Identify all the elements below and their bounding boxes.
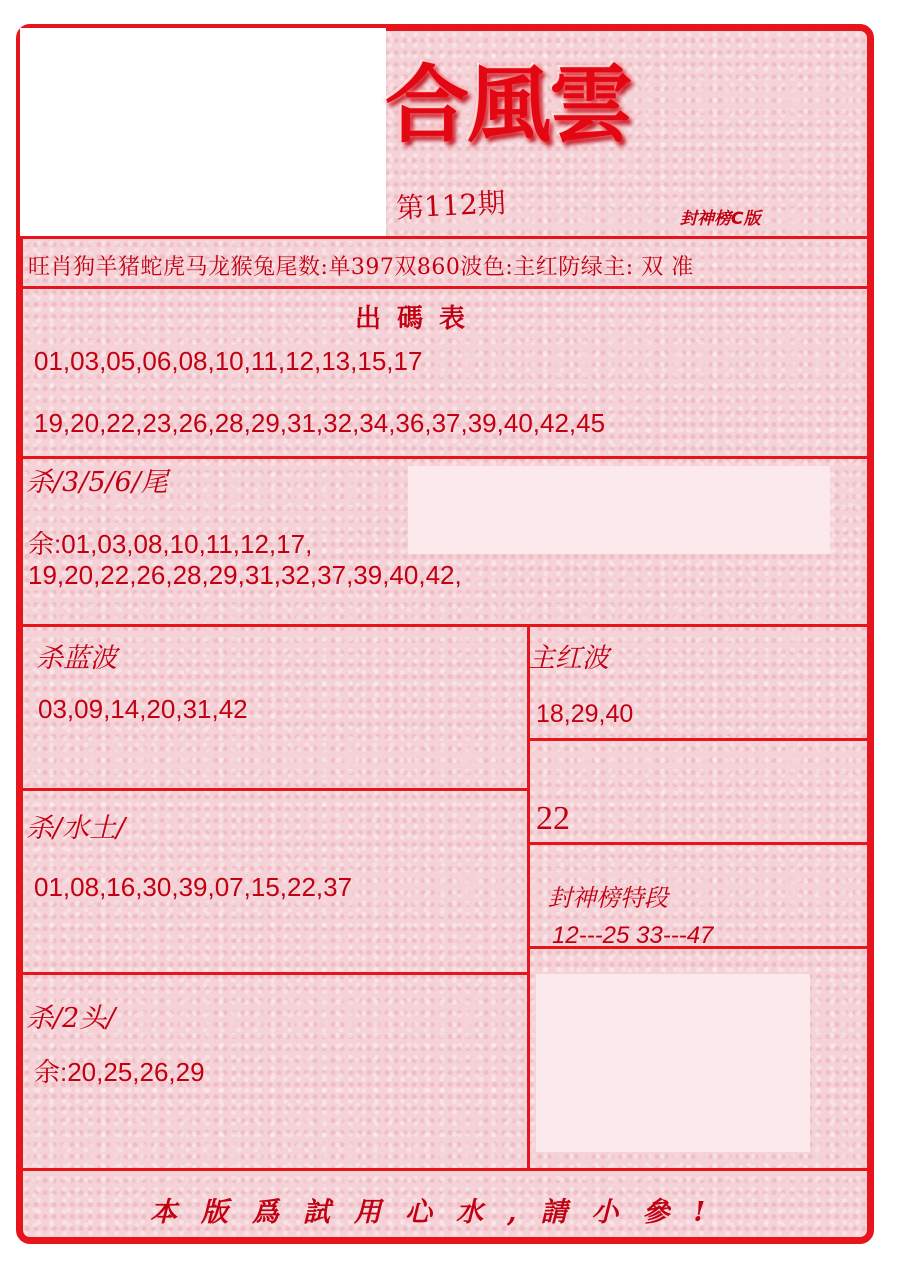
issue-number: 第112期 [395,186,507,225]
divider-table [20,456,868,459]
divider-right-2 [528,842,868,845]
divider-footer [20,1168,868,1171]
kill-blue-label: 杀蓝波 [36,643,117,674]
divider-left-1 [20,788,530,791]
number-table-row-1: 01,03,05,06,08,10,11,12,13,15,17 [34,346,423,376]
main-red-label: 主红波 [528,643,609,674]
kill-head-label: 杀/2头/ [26,1003,116,1034]
logo-title: 合風雲 [385,55,632,154]
kill-tail-row-2: 19,20,22,26,28,29,31,32,37,39,40,42, [28,560,462,590]
main-red-numbers: 18,29,40 [536,700,634,728]
kill-blue-numbers: 03,09,14,20,31,42 [38,694,248,724]
edition-label: 封神榜C版 [680,209,761,229]
divider-left-2 [20,972,530,975]
footer-note: 本版爲試用心水,請小參! [150,1197,730,1228]
kill-tail-blank-panel [408,466,830,554]
kill-head-numbers: 余:20,25,26,29 [34,1057,205,1087]
kill-tail-label: 杀/3/5/6/尾 [26,467,168,498]
info-line: 旺肖狗羊猪蛇虎马龙猴兔尾数:单397双860波色:主红防绿主: 双 准 [28,255,694,280]
divider-header [20,236,868,239]
kill-element-label: 杀/水土/ [26,813,126,844]
kill-tail-row-1: 余:01,03,08,10,11,12,17, [28,529,313,559]
divider-kill-tail [20,624,868,627]
special-ranges: 12---25 33---47 [552,922,714,949]
number-table-row-2: 19,20,22,23,26,28,29,31,32,34,36,37,39,40,42,45 [34,408,606,438]
kill-element-numbers: 01,08,16,30,39,07,15,22,37 [34,872,353,902]
header-blank-panel [20,28,386,236]
divider-vertical [527,624,530,1170]
bottom-right-blank-panel [536,974,810,1152]
divider-info [20,286,868,289]
single-number: 22 [536,800,570,837]
number-table-title: 出碼表 [355,304,482,334]
special-label: 封神榜特段 [548,884,668,912]
divider-right-1 [528,738,868,741]
